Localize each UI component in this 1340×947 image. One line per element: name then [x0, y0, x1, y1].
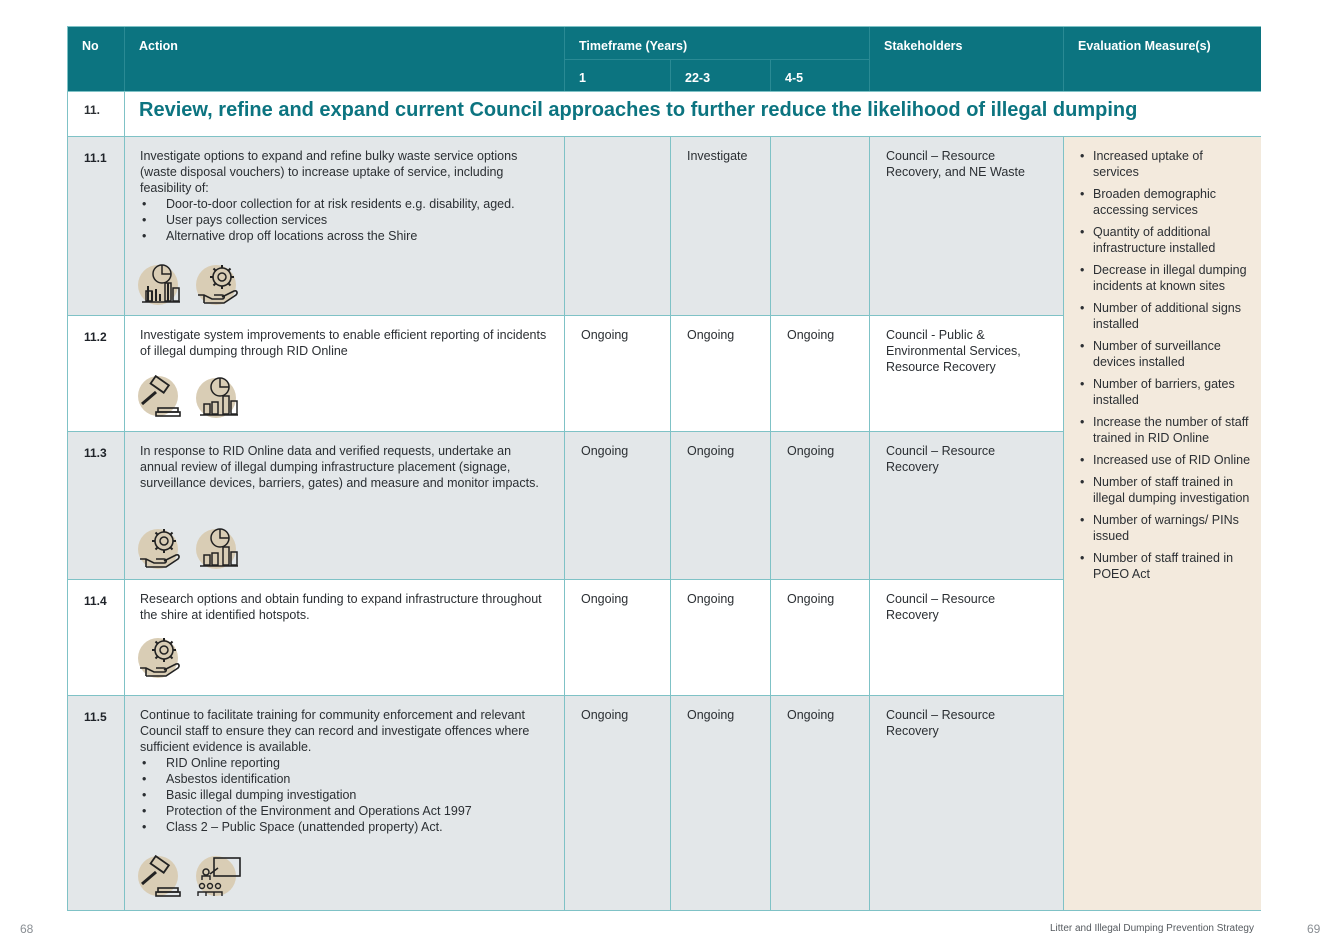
row-action: Investigate system improvements to enable efficient reporting of incidents of illegal dumping through RID Online: [140, 328, 547, 358]
row-timeframe-4-5: Ongoing: [787, 444, 835, 458]
section-number-cell: [68, 92, 124, 136]
header-divider: [1063, 27, 1064, 91]
row-number: 11.5: [84, 710, 107, 724]
row-divider: [68, 431, 1063, 432]
row-timeframe-1: Ongoing: [581, 592, 629, 606]
chart-icon: [138, 261, 184, 307]
chart-icon: [196, 525, 242, 571]
evaluation-item: • Decrease in illegal dumping incidents at known sites: [1078, 262, 1251, 294]
header-timeframe-2-3: 22-3: [671, 60, 770, 91]
evaluation-item: • Increased use of RID Online: [1078, 452, 1251, 468]
action-bullet: • Basic illegal dumping investigation: [140, 787, 552, 803]
row-stakeholders: Council – Resource Recovery: [886, 708, 996, 738]
action-table: [67, 26, 1261, 911]
evaluation-item: • Number of warnings/ PINs issued: [1078, 512, 1251, 544]
row-stakeholders: Council – Resource Recovery, and NE Waste: [886, 149, 1025, 179]
row-timeframe-4-5: Ongoing: [787, 328, 835, 342]
action-bullet: • RID Online reporting: [140, 755, 552, 771]
row-number: 11.3: [84, 446, 107, 460]
action-bullet: • Class 2 – Public Space (unattended property) Act.: [140, 819, 552, 835]
row-stakeholders: Council – Resource Recovery: [886, 592, 996, 622]
row-stakeholders: Council – Resource Recovery: [886, 444, 996, 474]
action-bullet: • User pays collection services: [140, 212, 552, 228]
evaluation-item: • Number of surveillance devices installed: [1078, 338, 1251, 370]
row-divider: [68, 136, 1261, 137]
evaluation-item: • Increased uptake of services: [1078, 148, 1251, 180]
evaluation-item: • Number of staff trained in illegal dumping investigation: [1078, 474, 1251, 506]
row-divider: [68, 579, 1063, 580]
document-title: Litter and Illegal Dumping Prevention Strategy: [1049, 923, 1254, 934]
column-divider: [564, 136, 565, 910]
gavel-icon: [138, 374, 184, 420]
header-no: No: [68, 27, 124, 91]
table-row: [68, 696, 1063, 910]
evaluation-item: • Broaden demographic accessing services: [1078, 186, 1251, 218]
evaluation-list: [1078, 148, 1251, 588]
header-divider: [770, 60, 771, 91]
row-divider: [68, 91, 1261, 92]
row-timeframe-1: Ongoing: [581, 708, 629, 722]
row-icons: [138, 374, 242, 420]
row-timeframe-2-3: Ongoing: [687, 444, 735, 458]
header-divider: [564, 27, 565, 91]
row-icons: [138, 525, 242, 571]
row-timeframe-2-3: Investigate: [687, 149, 748, 163]
action-bullet: • Protection of the Environment and Operations Act 1997: [140, 803, 552, 819]
row-timeframe-2-3: Ongoing: [687, 592, 735, 606]
header-evaluation: Evaluation Measure(s): [1064, 27, 1261, 91]
header-timeframe-4-5: 4-5: [771, 60, 869, 91]
row-timeframe-1: Ongoing: [581, 444, 629, 458]
section-number: 11.: [84, 103, 101, 117]
action-bullet: • Alternative drop off locations across the Shire: [140, 228, 552, 244]
page-number-left: 68: [20, 922, 34, 936]
row-timeframe-4-5: Ongoing: [787, 708, 835, 722]
row-action: In response to RID Online data and verified requests, undertake an annual review of illegal dumping infrastructure placement (signage, surveillance devices, barriers, gates) and measure and monitor impacts.: [140, 444, 539, 490]
table-row: [68, 137, 1063, 315]
action-bullet: • Door-to-door collection for at risk residents e.g. disability, aged.: [140, 196, 552, 212]
hand-gear-icon: [138, 634, 184, 680]
row-divider: [68, 315, 1063, 316]
row-action: Continue to facilitate training for community enforcement and relevant Council staff to ensure they can record and investigate offences where sufficient evidence is available. • RID Online reporting • Asbestos identification • Basic illegal dumping investigation • Protection of the Environment and Operations Act 1997 • Class 2 – Public Space (unattended property) Act.: [140, 707, 552, 835]
table-row: [68, 580, 1063, 695]
gavel-icon: [138, 854, 184, 900]
row-timeframe-2-3: Ongoing: [687, 708, 735, 722]
hand-gear-icon: [138, 525, 184, 571]
chart-icon: [196, 374, 242, 420]
evaluation-item: • Number of staff trained in POEO Act: [1078, 550, 1251, 582]
evaluation-item: • Quantity of additional infrastructure installed: [1078, 224, 1251, 256]
row-number: 11.1: [84, 151, 107, 165]
row-number: 11.4: [84, 594, 107, 608]
column-divider: [869, 136, 870, 910]
header-timeframe-1: 1: [565, 60, 670, 91]
training-icon: [196, 854, 242, 900]
row-action: Investigate options to expand and refine bulky waste service options (waste disposal vouchers) to increase uptake of service, including feasibility of: • Door-to-door collection for at risk residents e.g. disability, aged. • User pays collection services • Alternative drop off locations across the Shire: [140, 148, 552, 244]
evaluation-item: • Number of additional signs installed: [1078, 300, 1251, 332]
header-divider: [670, 60, 671, 91]
hand-gear-icon: [196, 261, 242, 307]
header-divider: [869, 27, 870, 91]
row-timeframe-2-3: Ongoing: [687, 328, 735, 342]
row-timeframe-1: Ongoing: [581, 328, 629, 342]
section-title-cell: [125, 92, 1261, 136]
evaluation-measures-cell: [1064, 137, 1261, 910]
header-divider: [124, 27, 125, 91]
row-number: 11.2: [84, 330, 107, 344]
column-divider: [670, 136, 671, 910]
row-timeframe-4-5: Ongoing: [787, 592, 835, 606]
action-bullet: • Asbestos identification: [140, 771, 552, 787]
column-divider: [124, 91, 125, 910]
header-stakeholders: Stakeholders: [870, 27, 1063, 91]
header-action: Action: [125, 27, 564, 91]
row-icons: [138, 261, 242, 307]
column-divider: [770, 136, 771, 910]
section-title: Review, refine and expand current Council approaches to further reduce the likelihood of illegal dumping: [139, 99, 1138, 121]
row-icons: [138, 854, 242, 900]
page-number-right: 69: [1307, 922, 1321, 936]
header-divider: [565, 59, 869, 60]
table-row: [68, 432, 1063, 579]
row-icons: [138, 634, 184, 680]
evaluation-item: • Number of barriers, gates installed: [1078, 376, 1251, 408]
row-stakeholders: Council - Public & Environmental Services, Resource Recovery: [886, 328, 1021, 374]
table-row: [68, 316, 1063, 431]
row-action: Research options and obtain funding to expand infrastructure throughout the shire at identified hotspots.: [140, 592, 542, 622]
header-timeframe: Timeframe (Years): [565, 27, 869, 59]
evaluation-item: • Increase the number of staff trained in RID Online: [1078, 414, 1251, 446]
row-divider: [68, 695, 1063, 696]
column-divider: [1063, 136, 1064, 910]
